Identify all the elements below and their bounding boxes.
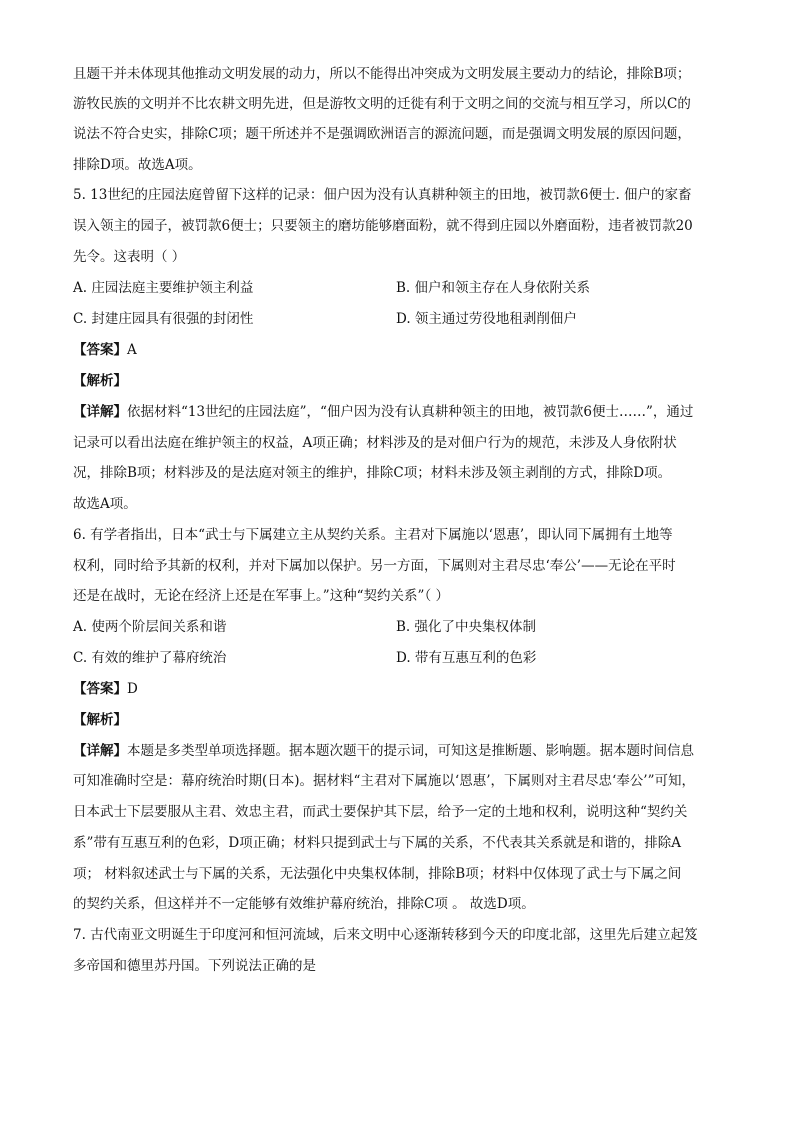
text-line: 况，排除B项；材料涉及的是法庭对领主的维护，排除C项；材料未涉及领主剥削的方式，排除D项。 [73, 465, 672, 481]
text-line: 还是在战时，无论在经济上还是在军事上。”这种“契约关系”（ ） [73, 588, 449, 604]
text-line: 6. 有学者指出，日本“武士与下属建立主从契约关系。主君对下属施以‘恩惠’，即认同下属拥有土地等 [73, 527, 673, 543]
text-line [73, 710, 723, 730]
text-line: 权利，同时给予其新的权利，并对下属加以保护。另一方面，下属则对主君尽忠‘奉公’——无论在平时 [73, 558, 676, 574]
section-tag: 【答案】 [73, 681, 127, 697]
text-line: 先令。这表明（ ） [73, 249, 186, 265]
answer-option: B. 强化了中央集权体制 [396, 619, 537, 635]
text-line: 【答案】D [73, 681, 138, 697]
text-line: 可知准确时空是：幕府统治时期(日本)。据材料“主君对下属施以‘恩惠’，下属则对主君尽忠‘奉公’”可知， [73, 773, 696, 789]
section-tag: 【解析】 [73, 373, 127, 389]
answer-option: C. 有效的维护了幕府统治 [73, 650, 227, 666]
answer-option: D. 带有互惠互利的色彩 [396, 650, 537, 666]
text-line: 误入领主的园子，被罚款6便士；只要领主的磨坊能够磨面粉，就不得到庄园以外磨面粉，违者被罚款20 [73, 218, 693, 234]
text-line: 系”带有互惠互利的色彩，D项正确；材料只提到武士与下属的关系，不代表其关系就是和谐的，排除A [73, 835, 681, 851]
answer-option: D. 领主通过劳役地租剥削佃户 [396, 311, 577, 327]
text-line: 【详解】依据材料“13世纪的庄园法庭”，“佃户因为没有认真耕种领主的田地，被罚款6便士……”，通过 [73, 404, 694, 420]
text-line: 故选A项。 [73, 496, 137, 512]
answer-option: B. 佃户和领主存在人身依附关系 [396, 280, 591, 296]
text-line: 【详解】本题是多类型单项选择题。据本题次题干的提示词，可知这是推断题、影响题。据本题时间信息 [73, 743, 694, 759]
answer-option: C. 封建庄园具有很强的封闭性 [73, 311, 254, 327]
text-line: 且题干并未体现其他推动文明发展的动力，所以不能得出冲突成为文明发展主要动力的结论，排除B项； [73, 66, 691, 82]
text-line: 【答案】A [73, 342, 137, 358]
answer-option: A. 庄园法庭主要维护领主利益 [73, 280, 254, 296]
text-line: 的契约关系，但这样并不一定能够有效维护幕府统治，排除C项 。 故选D项。 [73, 896, 535, 912]
section-tag: 【详解】 [73, 743, 127, 759]
text-line: 日本武士下层要服从主君、效忠主君，而武士要保护其下层，给予一定的土地和权利，说明这种“契约关 [73, 804, 688, 820]
section-tag: 【解析】 [73, 712, 127, 728]
section-tag: 【答案】 [73, 342, 127, 358]
text-line: 项； 材料叙述武士与下属的关系，无法强化中央集权体制，排除B项；材料中仅体现了武士与下属之间 [73, 866, 682, 882]
text-line: 多帝国和德里苏丹国。下列说法正确的是 [73, 958, 316, 974]
text-line: 7. 古代南亚文明诞生于印度河和恒河流域，后来文明中心逐渐转移到今天的印度北部，这里先后建立起笈 [73, 927, 698, 943]
text-line: 记录可以看出法庭在维护领主的权益，A项正确；材料涉及的是对佃户行为的规范，未涉及人身依附状 [73, 435, 677, 451]
text-line: 说法不符合史实，排除C项；题干所述并不是强调欧洲语言的源流问题，而是强调文明发展的原因问题， [73, 126, 691, 142]
text-line: 5. 13世纪的庄园法庭曾留下这样的记录：佃户因为没有认真耕种领主的田地，被罚款6便士. 佃户的家畜 [73, 187, 692, 203]
section-tag: 【详解】 [73, 404, 127, 420]
text-line: 排除D项。故选A项。 [73, 157, 202, 173]
text-line [73, 371, 723, 391]
text-line: 游牧民族的文明并不比农耕文明先进，但是游牧文明的迁徙有利于文明之间的交流与相互学习，所以C的 [73, 96, 691, 112]
answer-option: A. 使两个阶层间关系和谐 [73, 619, 227, 635]
